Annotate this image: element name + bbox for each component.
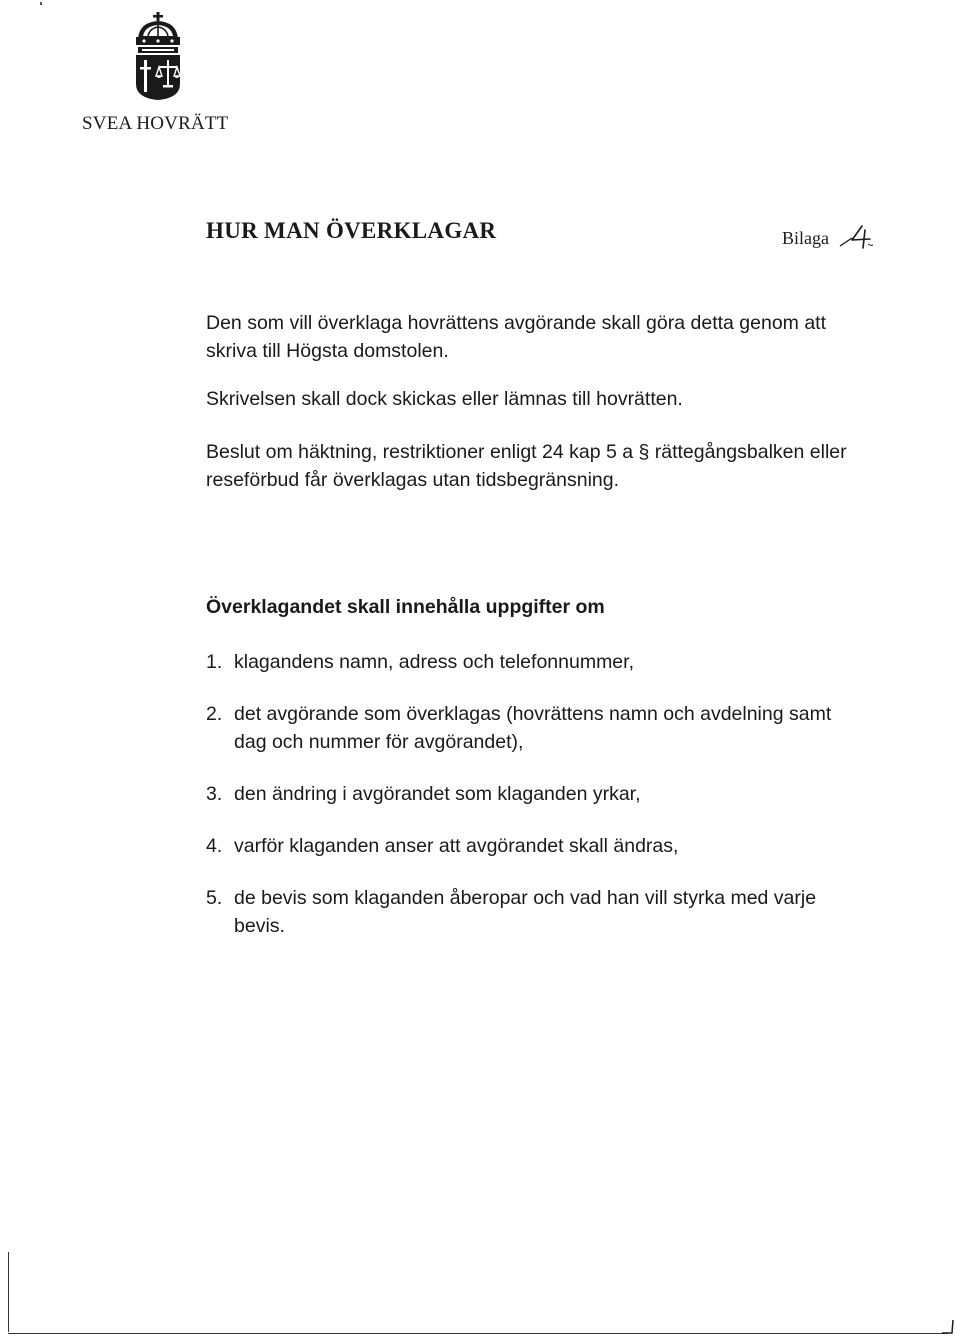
paragraph-submission: Skrivelsen skall dock skickas eller lämnas till hovrätten.: [206, 388, 683, 410]
list-item: [206, 780, 866, 808]
paragraph-appeal-intro: Den som vill överklaga hovrättens avgörande skall göra detta genom att skriva till Högsta domstolen.: [206, 312, 827, 362]
scan-margin-line: [8, 1252, 9, 1332]
list-item: [206, 832, 866, 860]
royal-crest-icon: [130, 12, 186, 100]
list-item-text: varför klaganden anser att avgörandet skall ändras,: [234, 835, 679, 857]
list-item-text: det avgörande som överklagas (hovrättens namn och avdelning samt dag och nummer för avgörandet),: [234, 703, 832, 753]
scan-corner-mark: [940, 1318, 954, 1334]
requirements-list: [206, 648, 866, 964]
list-item-text: den ändring i avgörandet som klaganden yrkar,: [234, 783, 641, 805]
list-item-text: klagandens namn, adress och telefonnummer,: [234, 651, 634, 673]
list-item-number: 4.: [206, 835, 223, 857]
list-item-number: 3.: [206, 783, 223, 805]
list-item: [206, 700, 866, 756]
list-item-number: 1.: [206, 651, 223, 673]
list-item: [206, 884, 866, 940]
attachment-label-text: Bilaga: [782, 228, 829, 248]
list-item-number: 5.: [206, 887, 223, 909]
section-heading: Överklagandet skall innehålla uppgifter om: [206, 596, 605, 618]
paragraph-detention-decisions: Beslut om häktning, restriktioner enligt 24 kap 5 a § rättegångsbalken eller reseförbud får överklagas utan tidsbegränsning.: [206, 441, 847, 491]
document-title: HUR MAN ÖVERKLAGAR: [206, 218, 497, 243]
attachment-label: [782, 224, 878, 250]
list-item-number: 2.: [206, 703, 223, 725]
scan-speck: [40, 2, 42, 5]
scan-bottom-edge: [8, 1333, 948, 1334]
court-name: SVEA HOVRÄTT: [82, 113, 229, 134]
list-item-text: de bevis som klaganden åberopar och vad han vill styrka med varje bevis.: [234, 887, 817, 937]
list-item: [206, 648, 866, 676]
handwritten-attachment-number: [838, 224, 878, 250]
